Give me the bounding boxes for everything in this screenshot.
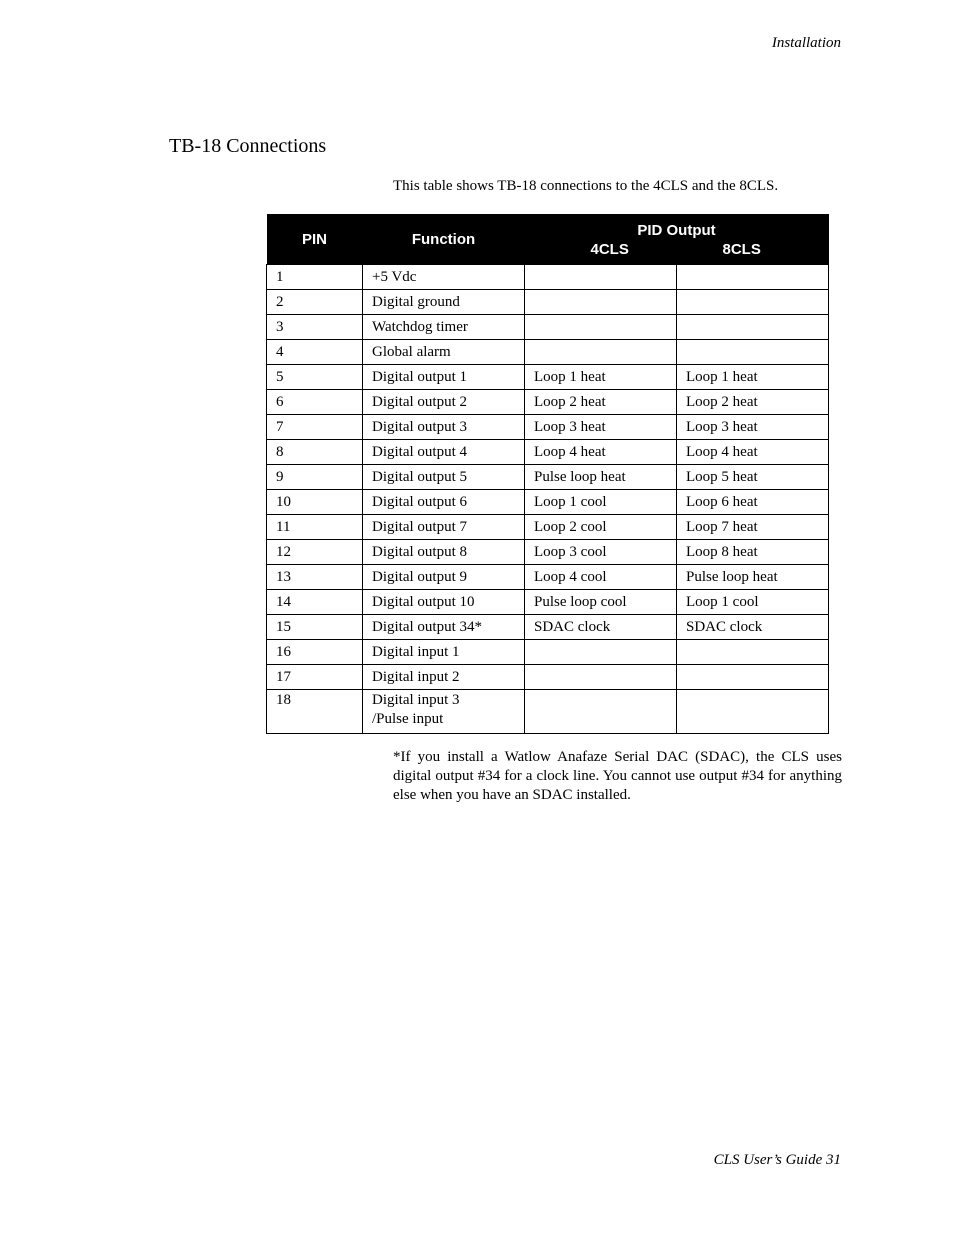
- table-row: [267, 415, 829, 440]
- output-4cls-cell: Loop 1 heat: [525, 365, 677, 390]
- header-4cls: 4CLS: [590, 241, 629, 258]
- function-cell: Digital ground: [363, 290, 525, 315]
- running-header: Installation: [771, 35, 841, 51]
- function-cell: Digital output 7: [363, 515, 525, 540]
- header-function: Function: [363, 214, 525, 265]
- output-4cls-cell: Loop 3 cool: [525, 540, 677, 565]
- pin-cell: 3: [267, 315, 363, 340]
- output-8cls-cell: [677, 315, 829, 340]
- table-row: [267, 615, 829, 640]
- pin-cell: 15: [267, 615, 363, 640]
- function-cell: Digital output 9: [363, 565, 525, 590]
- output-4cls-cell: Loop 2 cool: [525, 515, 677, 540]
- table-row: [267, 340, 829, 365]
- pin-cell: 1: [267, 265, 363, 290]
- pin-cell: 6: [267, 390, 363, 415]
- output-8cls-cell: Loop 8 heat: [677, 540, 829, 565]
- output-8cls-cell: [677, 290, 829, 315]
- function-cell: Digital output 34*: [363, 615, 525, 640]
- output-8cls-cell: [677, 640, 829, 665]
- output-8cls-cell: Pulse loop heat: [677, 565, 829, 590]
- function-cell: [363, 690, 525, 734]
- table-row: [267, 565, 829, 590]
- intro-paragraph: This table shows TB-18 connections to the 4CLS and the 8CLS.: [393, 178, 779, 194]
- output-4cls-cell: [525, 290, 677, 315]
- output-4cls-cell: Loop 4 cool: [525, 565, 677, 590]
- pin-cell: 17: [267, 665, 363, 690]
- function-cell: Digital output 2: [363, 390, 525, 415]
- output-4cls-cell: Loop 4 heat: [525, 440, 677, 465]
- output-8cls-cell: Loop 1 heat: [677, 365, 829, 390]
- output-4cls-cell: [525, 340, 677, 365]
- table-row: [267, 365, 829, 390]
- table-row: [267, 465, 829, 490]
- output-4cls-cell: [525, 665, 677, 690]
- table-row: [267, 540, 829, 565]
- table-row: [267, 440, 829, 465]
- function-cell: Global alarm: [363, 340, 525, 365]
- table-header-row: [267, 214, 829, 265]
- pin-cell: 16: [267, 640, 363, 665]
- table-row: [267, 515, 829, 540]
- pin-cell: 7: [267, 415, 363, 440]
- pin-cell: 10: [267, 490, 363, 515]
- function-cell: Digital output 3: [363, 415, 525, 440]
- output-8cls-cell: Loop 7 heat: [677, 515, 829, 540]
- table-row: [267, 315, 829, 340]
- function-cell: Digital output 5: [363, 465, 525, 490]
- pin-cell: 9: [267, 465, 363, 490]
- function-cell: Digital output 8: [363, 540, 525, 565]
- output-4cls-cell: Loop 2 heat: [525, 390, 677, 415]
- footnote: *If you install a Watlow Anafaze Serial DAC (SDAC), the CLS uses digital output #34 for a clock line. You cannot use output #34 for anything else when you have an SDAC installed.: [393, 749, 842, 803]
- output-4cls-cell: SDAC clock: [525, 615, 677, 640]
- output-8cls-cell: [677, 265, 829, 290]
- tb18-connections-table: [266, 214, 829, 734]
- table-row: [267, 665, 829, 690]
- function-cell: Digital input 1: [363, 640, 525, 665]
- function-cell: Watchdog timer: [363, 315, 525, 340]
- output-8cls-cell: SDAC clock: [677, 615, 829, 640]
- function-cell: Digital output 10: [363, 590, 525, 615]
- output-4cls-cell: Pulse loop cool: [525, 590, 677, 615]
- output-4cls-cell: [525, 265, 677, 290]
- output-4cls-cell: Loop 3 heat: [525, 415, 677, 440]
- output-8cls-cell: [677, 665, 829, 690]
- pin-cell: 2: [267, 290, 363, 315]
- output-4cls-cell: [525, 690, 677, 734]
- output-8cls-cell: Loop 1 cool: [677, 590, 829, 615]
- header-pid-output-label: PID Output: [637, 222, 716, 239]
- pin-cell: 8: [267, 440, 363, 465]
- output-8cls-cell: Loop 2 heat: [677, 390, 829, 415]
- table-row: [267, 265, 829, 290]
- table-row: [267, 490, 829, 515]
- table-row: [267, 290, 829, 315]
- pin-cell: 11: [267, 515, 363, 540]
- table-row: [267, 590, 829, 615]
- output-4cls-cell: [525, 315, 677, 340]
- running-footer: CLS User’s Guide 31: [713, 1152, 841, 1168]
- function-cell: Digital output 4: [363, 440, 525, 465]
- header-pid-output: [525, 214, 829, 265]
- output-4cls-cell: [525, 640, 677, 665]
- pin-cell: 4: [267, 340, 363, 365]
- section-title: TB-18 Connections: [169, 135, 327, 157]
- function-cell: Digital output 1: [363, 365, 525, 390]
- function-cell: Digital output 6: [363, 490, 525, 515]
- function-cell: Digital input 2: [363, 665, 525, 690]
- table-row: [267, 640, 829, 665]
- table-body: [267, 265, 829, 734]
- header-8cls: 8CLS: [722, 241, 761, 258]
- function-cell: +5 Vdc: [363, 265, 525, 290]
- table-row: [267, 690, 829, 734]
- output-4cls-cell: Loop 1 cool: [525, 490, 677, 515]
- output-8cls-cell: [677, 340, 829, 365]
- output-8cls-cell: [677, 690, 829, 734]
- header-pin: PIN: [267, 214, 363, 265]
- pin-cell: 18: [267, 690, 363, 734]
- output-8cls-cell: Loop 4 heat: [677, 440, 829, 465]
- function-line: Digital input 3: [372, 692, 460, 708]
- table-row: [267, 390, 829, 415]
- output-8cls-cell: Loop 6 heat: [677, 490, 829, 515]
- pin-cell: 5: [267, 365, 363, 390]
- pin-cell: 14: [267, 590, 363, 615]
- pin-cell: 13: [267, 565, 363, 590]
- output-4cls-cell: Pulse loop heat: [525, 465, 677, 490]
- function-line: /Pulse input: [372, 711, 444, 727]
- output-8cls-cell: Loop 3 heat: [677, 415, 829, 440]
- output-8cls-cell: Loop 5 heat: [677, 465, 829, 490]
- pin-cell: 12: [267, 540, 363, 565]
